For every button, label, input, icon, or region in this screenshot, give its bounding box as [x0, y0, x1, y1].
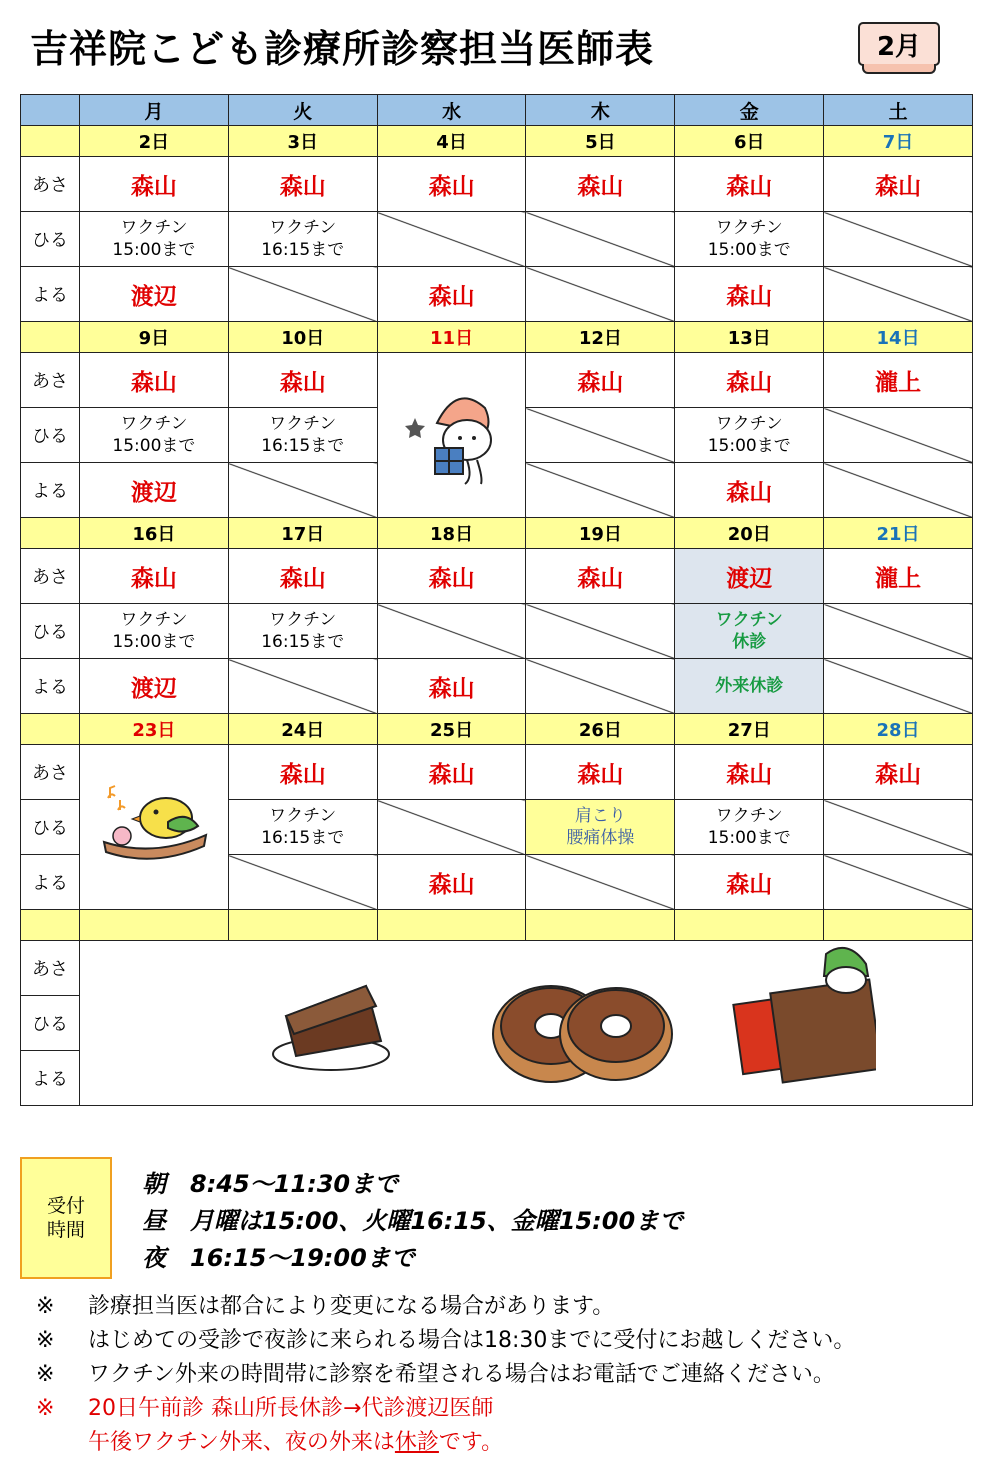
- doctor-cell: 森山: [675, 855, 824, 910]
- weekday-wed: 水: [377, 95, 526, 126]
- date-cell: 17日: [228, 518, 377, 549]
- doctor-cell: 森山: [526, 353, 675, 408]
- date-cell: 19日: [526, 518, 675, 549]
- date-cell: 21日: [824, 518, 973, 549]
- slot-label: あさ: [21, 157, 80, 212]
- empty-cell: [824, 855, 973, 910]
- vaccine-closed-cell: ワクチン 休診: [675, 604, 824, 659]
- date-cell: 12日: [526, 322, 675, 353]
- empty-cell: [824, 604, 973, 659]
- doctor-cell: 森山: [377, 157, 526, 212]
- date-cell: 13日: [675, 322, 824, 353]
- slot-row-yoru: [21, 659, 973, 714]
- doctor-cell: 森山: [377, 745, 526, 800]
- vaccine-cell: ワクチン 15:00まで: [80, 408, 229, 463]
- empty-cell: [824, 800, 973, 855]
- vaccine-cell: ワクチン 15:00まで: [80, 604, 229, 659]
- empty-cell: [526, 855, 675, 910]
- date-cell: 2日: [80, 126, 229, 157]
- slot-label: よる: [21, 659, 80, 714]
- slot-label: ひる: [21, 408, 80, 463]
- doctor-cell: 瀧上: [824, 353, 973, 408]
- doctor-cell: 森山: [675, 353, 824, 408]
- exercise-class-cell: 肩こり 腰痛体操: [526, 800, 675, 855]
- empty-cell: [526, 463, 675, 518]
- doctor-cell: 森山: [80, 549, 229, 604]
- holiday-illustration: [377, 353, 526, 518]
- doctor-cell: 森山: [675, 463, 824, 518]
- vaccine-cell: ワクチン 16:15まで: [228, 604, 377, 659]
- doctor-cell: 森山: [228, 157, 377, 212]
- empty-cell: [824, 267, 973, 322]
- date-row: [21, 714, 973, 745]
- doctor-cell: 森山: [824, 157, 973, 212]
- date-cell: 10日: [228, 322, 377, 353]
- date-cell: 5日: [526, 126, 675, 157]
- vaccine-cell: ワクチン 16:15まで: [228, 408, 377, 463]
- date-cell: 20日: [675, 518, 824, 549]
- weekday-fri: 金: [675, 95, 824, 126]
- reception-label: 受付 時間: [20, 1157, 112, 1279]
- bird-on-branch-icon: [94, 780, 214, 870]
- slot-label: よる: [21, 1051, 80, 1106]
- doctor-cell: 森山: [675, 745, 824, 800]
- hours-morning: 朝 8:45～11:30まで: [142, 1170, 399, 1198]
- date-cell: 9日: [80, 322, 229, 353]
- doctor-cell: 森山: [675, 157, 824, 212]
- holiday-illustration: [80, 745, 229, 910]
- empty-cell: [377, 212, 526, 267]
- empty-cell: [377, 800, 526, 855]
- empty-cell: [824, 659, 973, 714]
- empty-cell: [228, 855, 377, 910]
- date-cell: 28日: [824, 714, 973, 745]
- doctor-cell-substitute: 渡辺: [675, 549, 824, 604]
- date-cell: 4日: [377, 126, 526, 157]
- weekday-mon: 月: [80, 95, 229, 126]
- note-item-closure-2: 午後ワクチン外来、夜の外来は休診です。: [88, 1430, 504, 1455]
- weekday-sat: 土: [824, 95, 973, 126]
- book-icon: [862, 64, 936, 74]
- date-cell: 16日: [80, 518, 229, 549]
- date-cell: 14日: [824, 322, 973, 353]
- empty-cell: [228, 267, 377, 322]
- slot-label: よる: [21, 463, 80, 518]
- date-cell: 6日: [675, 126, 824, 157]
- hours-noon: 昼 月曜は15:00、火曜16:15、金曜15:00まで: [142, 1207, 684, 1235]
- slot-row-hiru: [21, 212, 973, 267]
- slot-row-asa: [21, 941, 973, 996]
- slot-row-yoru: [21, 267, 973, 322]
- slot-label: ひる: [21, 604, 80, 659]
- hours-night: 夜 16:15～19:00まで: [142, 1244, 415, 1272]
- sweets-illustration: [80, 941, 973, 1106]
- vaccine-cell: ワクチン 15:00まで: [675, 800, 824, 855]
- slot-row-asa: [21, 353, 973, 408]
- vaccine-cell: ワクチン 15:00まで: [675, 212, 824, 267]
- vaccine-cell: ワクチン 15:00まで: [80, 212, 229, 267]
- slot-row-asa: [21, 549, 973, 604]
- doctor-cell: 森山: [377, 267, 526, 322]
- date-cell: 7日: [824, 126, 973, 157]
- empty-cell: [228, 463, 377, 518]
- doctor-cell: 渡辺: [80, 267, 229, 322]
- note-item-closure: ※ 20日午前診 森山所長休診→代診渡辺医師: [36, 1396, 494, 1421]
- date-cell: 27日: [675, 714, 824, 745]
- empty-cell: [526, 212, 675, 267]
- doctor-cell: 森山: [228, 549, 377, 604]
- gift-character-icon: [397, 378, 507, 488]
- weekday-tue: 火: [228, 95, 377, 126]
- doctor-cell: 森山: [228, 353, 377, 408]
- notes: [36, 1290, 855, 1460]
- vaccine-cell: ワクチン 15:00まで: [675, 408, 824, 463]
- empty-cell: [824, 408, 973, 463]
- doctor-cell: 森山: [675, 267, 824, 322]
- empty-cell: [526, 659, 675, 714]
- slot-label: ひる: [21, 996, 80, 1051]
- date-row: [21, 126, 973, 157]
- date-cell: 26日: [526, 714, 675, 745]
- outpatient-closed-cell: 外来休診: [675, 659, 824, 714]
- weekday-thu: 木: [526, 95, 675, 126]
- date-cell: 24日: [228, 714, 377, 745]
- sweets-icon: [176, 946, 876, 1096]
- date-row-empty: [21, 910, 973, 941]
- empty-cell: [526, 408, 675, 463]
- vaccine-cell: ワクチン 16:15まで: [228, 212, 377, 267]
- empty-cell: [824, 212, 973, 267]
- slot-label: あさ: [21, 353, 80, 408]
- date-cell: 3日: [228, 126, 377, 157]
- empty-cell: [377, 604, 526, 659]
- vaccine-cell: ワクチン 16:15まで: [228, 800, 377, 855]
- note-item: ※ ワクチン外来の時間帯に診察を希望される場合はお電話でご連絡ください。: [36, 1362, 835, 1387]
- slot-label: よる: [21, 267, 80, 322]
- slot-row-asa: [21, 157, 973, 212]
- empty-cell: [824, 463, 973, 518]
- doctor-cell: 森山: [377, 855, 526, 910]
- month-label: 2月: [858, 22, 940, 66]
- doctor-cell: 森山: [824, 745, 973, 800]
- date-cell: 11日: [377, 322, 526, 353]
- empty-cell: [526, 267, 675, 322]
- doctor-cell: 森山: [80, 157, 229, 212]
- date-row: [21, 322, 973, 353]
- slot-label: あさ: [21, 941, 80, 996]
- doctor-cell: 森山: [80, 353, 229, 408]
- slot-label: ひる: [21, 800, 80, 855]
- reception-hours: [142, 1166, 683, 1277]
- doctor-cell: 瀧上: [824, 549, 973, 604]
- slot-label: あさ: [21, 745, 80, 800]
- doctor-cell: 森山: [526, 745, 675, 800]
- page-title: 吉祥院こども診療所診察担当医師表: [30, 27, 655, 71]
- doctor-cell: 森山: [228, 745, 377, 800]
- empty-cell: [228, 659, 377, 714]
- doctor-cell: 渡辺: [80, 659, 229, 714]
- note-item: ※ 診療担当医は都合により変更になる場合があります。: [36, 1294, 615, 1319]
- schedule-table: [20, 94, 973, 1106]
- corner-cell: [21, 95, 80, 126]
- doctor-cell: 森山: [526, 549, 675, 604]
- slot-label: あさ: [21, 549, 80, 604]
- date-cell: 25日: [377, 714, 526, 745]
- doctor-cell: 渡辺: [80, 463, 229, 518]
- slot-row-hiru: [21, 604, 973, 659]
- date-cell: 23日: [80, 714, 229, 745]
- doctor-cell: 森山: [526, 157, 675, 212]
- slot-row-asa: [21, 745, 973, 800]
- weekday-header-row: [21, 95, 973, 126]
- note-item: ※ はじめての受診で夜診に来られる場合は18:30までに受付にお越しください。: [36, 1328, 856, 1353]
- date-cell: 18日: [377, 518, 526, 549]
- empty-cell: [526, 604, 675, 659]
- doctor-cell: 森山: [377, 549, 526, 604]
- doctor-cell: 森山: [377, 659, 526, 714]
- date-row: [21, 518, 973, 549]
- slot-label: ひる: [21, 212, 80, 267]
- slot-label: よる: [21, 855, 80, 910]
- month-badge: [858, 22, 938, 68]
